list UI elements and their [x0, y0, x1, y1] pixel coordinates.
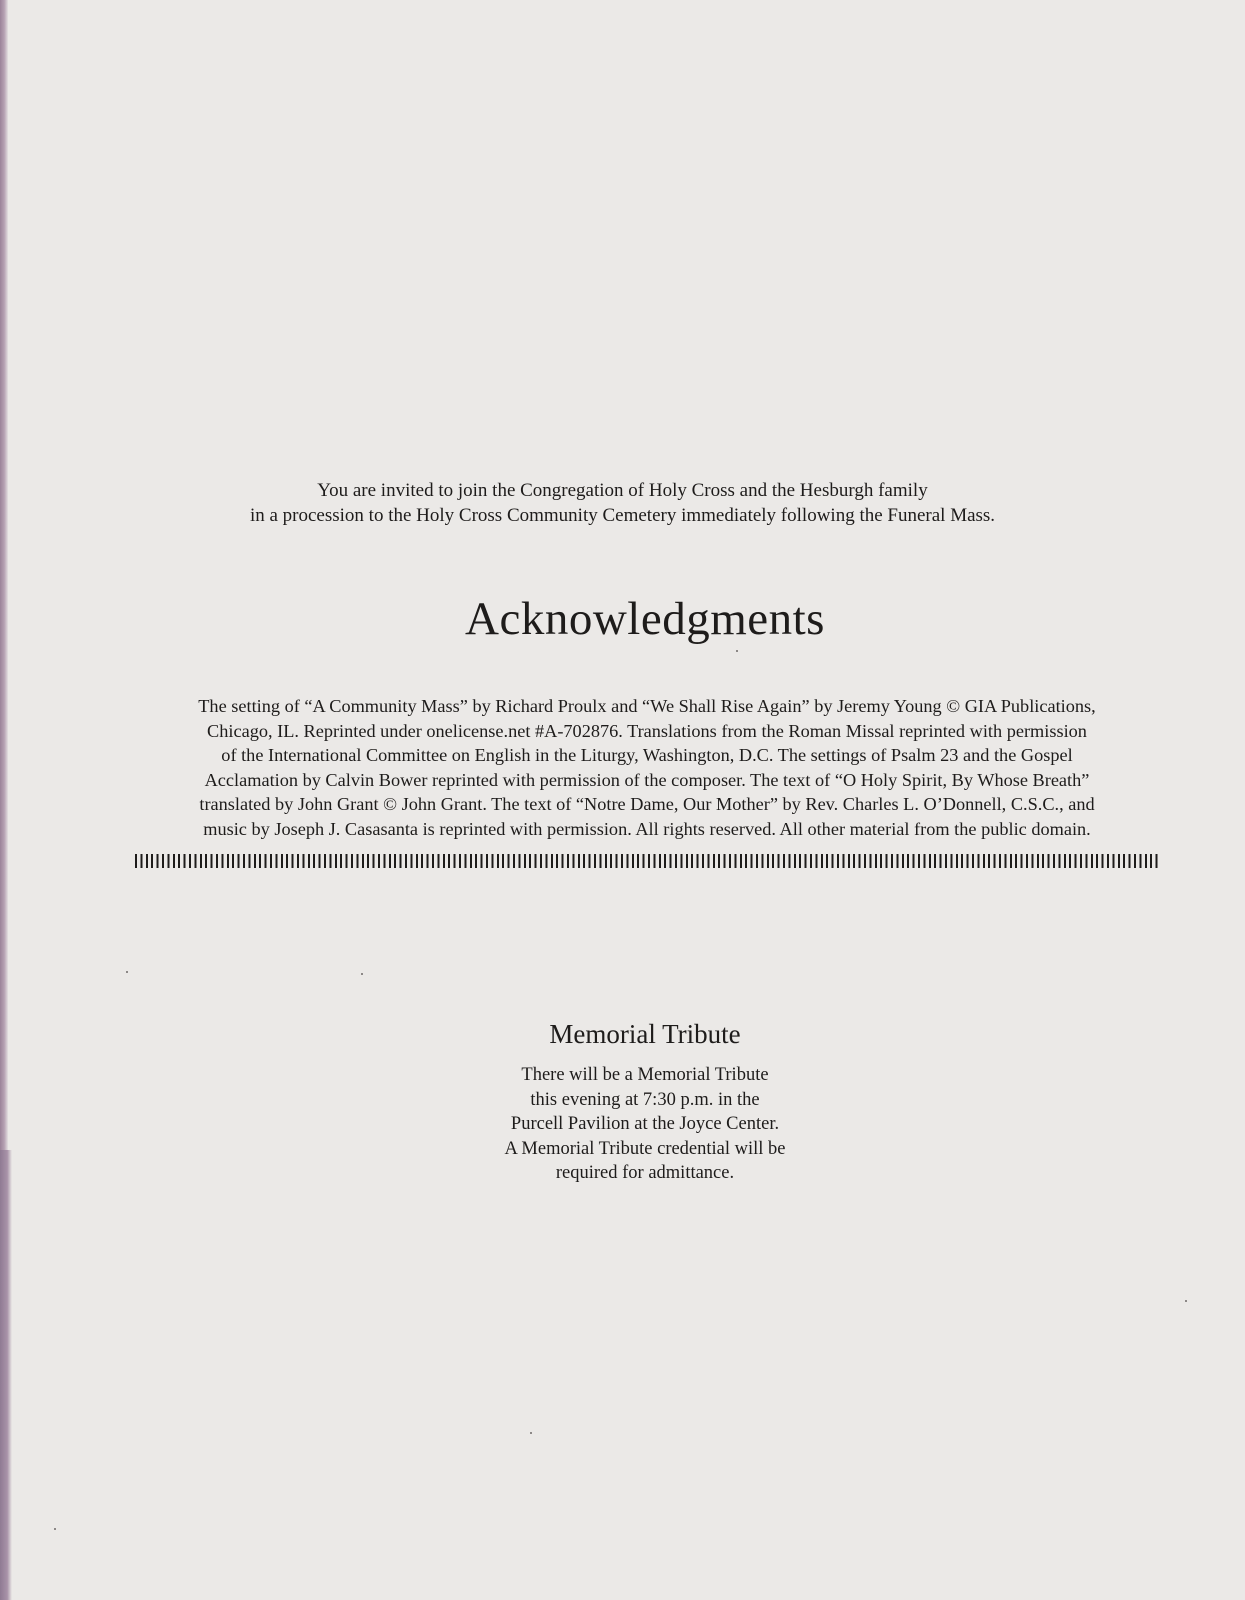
- acknowledgments-heading: Acknowledgments: [465, 593, 825, 645]
- decorative-divider: [135, 854, 1159, 868]
- memorial-tribute-line: required for admittance.: [555, 1163, 735, 1184]
- acknowledgments-line: of the International Committee on English in the Liturgy, Washington, D.C. The settings of Psalm 23 and the Gospel: [221, 745, 1073, 766]
- acknowledgments-line: Chicago, IL. Reprinted under onelicense.net #A-702876. Translations from the Roman Missal reprinted with permission: [207, 720, 1087, 741]
- paper-speck: [126, 971, 128, 973]
- acknowledgments-text: [135, 694, 1159, 842]
- acknowledgments-line: Acclamation by Calvin Bower reprinted with permission of the composer. The text of “O Holy Spirit, By Whose Breath”: [204, 769, 1090, 790]
- paper-speck: [361, 973, 363, 975]
- acknowledgments-line: music by Joseph J. Casasanta is reprinted with permission. All rights reserved. All other material from the public domain.: [203, 818, 1091, 839]
- acknowledgments-line: The setting of “A Community Mass” by Richard Proulx and “We Shall Rise Again” by Jeremy Young © GIA Publications,: [198, 696, 1096, 716]
- page-binding-edge-shadow: [0, 1150, 12, 1600]
- memorial-tribute-line: this evening at 7:30 p.m. in the: [530, 1089, 760, 1110]
- memorial-tribute-heading: Memorial Tribute: [549, 1019, 741, 1049]
- memorial-tribute-line: Purcell Pavilion at the Joyce Center.: [510, 1114, 780, 1135]
- invitation-line: in a procession to the Holy Cross Community Cemetery immediately following the Funeral Mass.: [249, 505, 996, 526]
- memorial-tribute-text: [0, 1063, 1245, 1186]
- paper-speck: [736, 650, 738, 652]
- paper-speck: [54, 1528, 56, 1530]
- acknowledgments-line: translated by John Grant © John Grant. The text of “Notre Dame, Our Mother” by Rev. Charles L. O’Donnell, C.S.C., and: [199, 794, 1095, 815]
- paper-speck: [1185, 1300, 1187, 1302]
- invitation-line: You are invited to join the Congregation of Holy Cross and the Hesburgh family: [317, 480, 928, 501]
- memorial-tribute-line: There will be a Memorial Tribute: [521, 1065, 769, 1085]
- paper-speck: [530, 1432, 532, 1434]
- memorial-tribute-line: A Memorial Tribute credential will be: [504, 1138, 786, 1159]
- invitation-notice: [0, 478, 1245, 528]
